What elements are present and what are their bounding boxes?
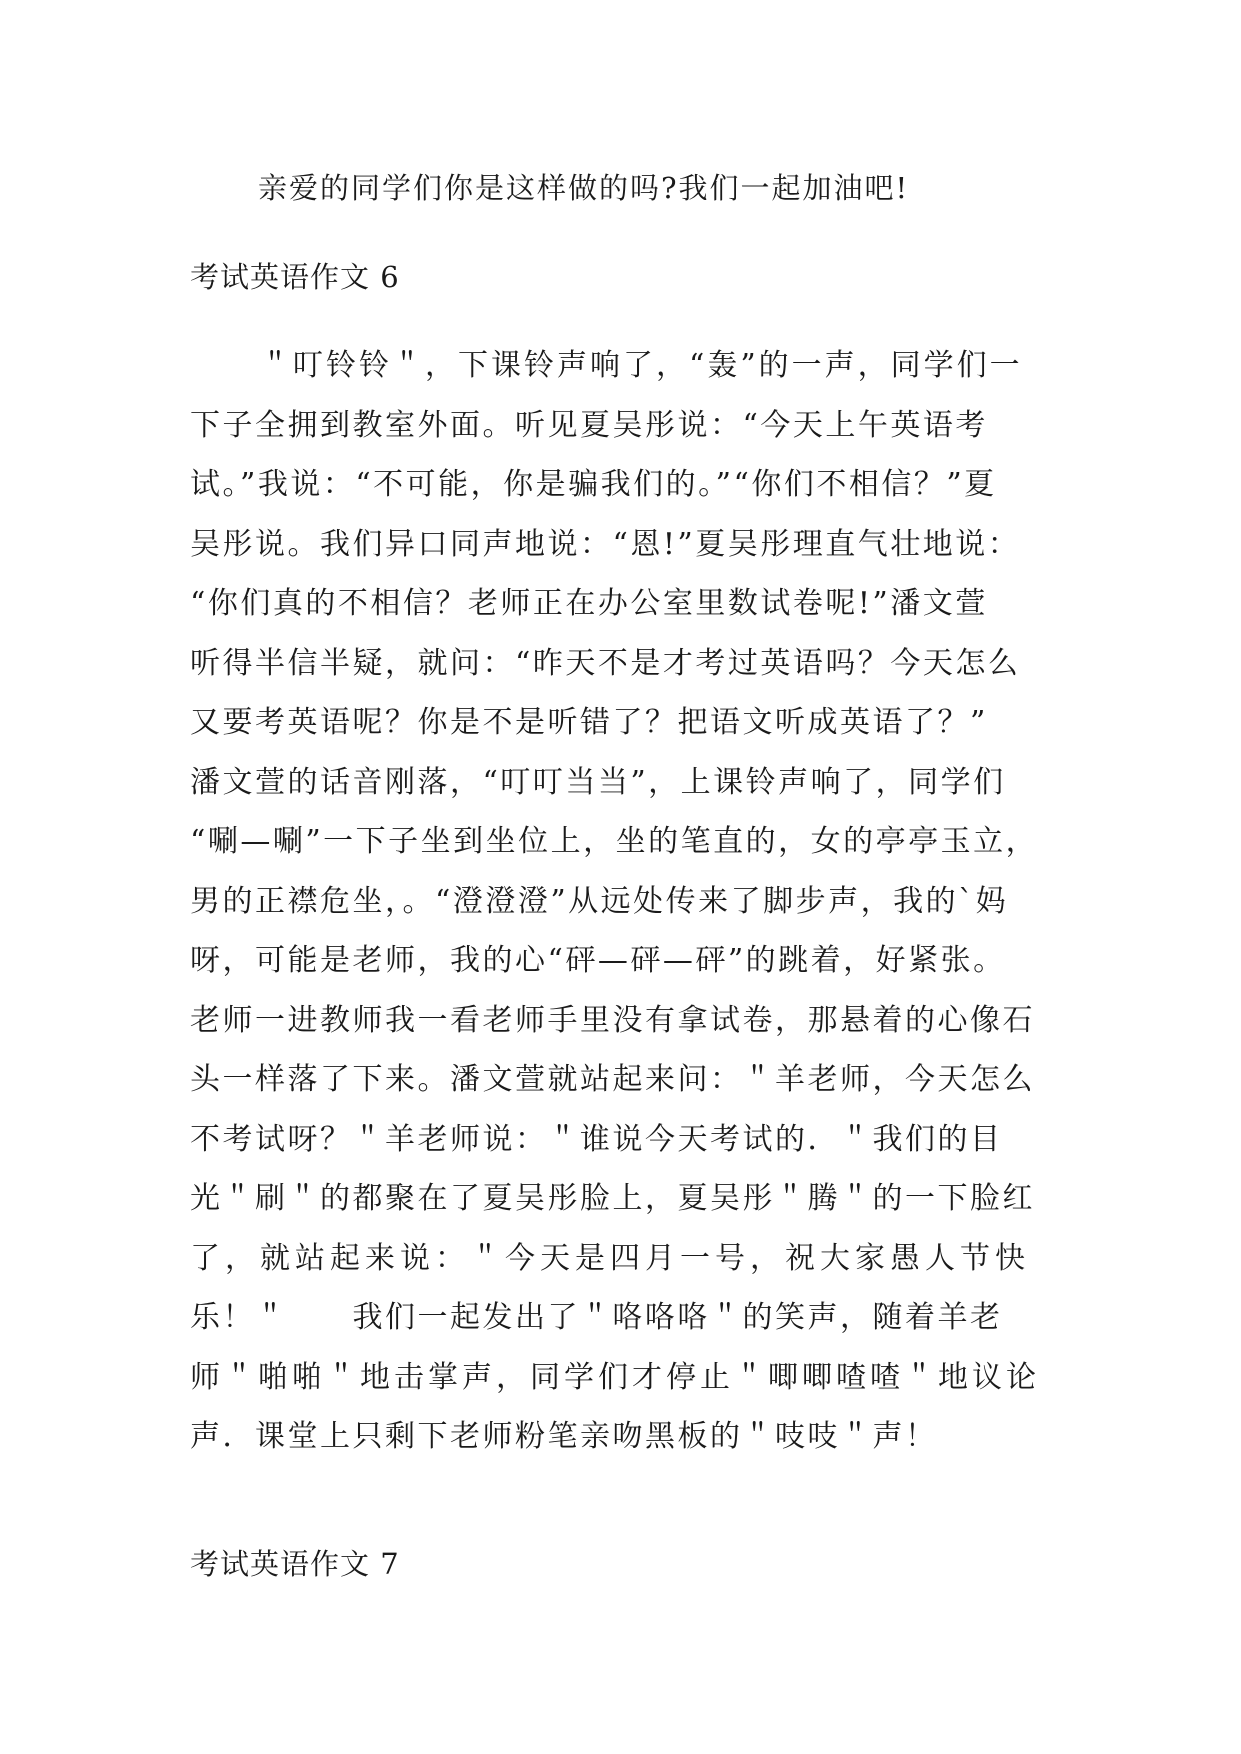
essay-line: 又要考英语呢？你是不是听错了？把语文听成英语了？”	[190, 705, 988, 740]
essay-line: “唰—唰”一下子坐到坐位上，坐的笔直的，女的亭亭玉立，	[190, 824, 1039, 859]
essay-line: 了，就站起来说：＂今天是四月一号，祝大家愚人节快	[190, 1240, 1030, 1276]
section-heading-7: 考试英语作文 7	[190, 1547, 400, 1581]
essay-line: 男的正襟危坐，。“澄澄澄”从远处传来了脚步声，我的`妈	[190, 883, 1009, 919]
essay-line: 不考试呀？＂羊老师说：＂谁说今天考试的．＂我们的目	[190, 1121, 1003, 1157]
essay-line: “你们真的不相信？老师正在办公室里数试卷呢!”潘文萱	[190, 586, 988, 621]
closing-line: 亲爱的同学们你是这样做的吗?我们一起加油吧!	[258, 171, 910, 205]
essay-line: 潘文萱的话音刚落，“叮叮当当”，上课铃声响了，同学们	[190, 764, 1006, 800]
essay-body	[190, 336, 1060, 1467]
essay-line: 呀，可能是老师，我的心“砰—砰—砰”的跳着，好紧张。	[190, 943, 1006, 978]
essay-line: 试。”我说：“不可能，你是骗我们的。”“你们不相信？”夏	[190, 467, 997, 502]
essay-line: 光＂刷＂的都聚在了夏吴彤脸上，夏吴彤＂腾＂的一下脸红	[190, 1181, 1035, 1216]
essay-line: 声．课堂上只剩下老师粉笔亲吻黑板的＂吱吱＂声！	[190, 1419, 938, 1454]
section-heading-6: 考试英语作文 6	[190, 260, 400, 294]
essay-line: 乐！＂ 我们一起发出了＂咯咯咯＂的笑声，随着羊老	[190, 1300, 1003, 1335]
essay-line: 下子全拥到教室外面。听见夏吴彤说：“今天上午英语考	[190, 407, 988, 443]
essay-line: ＂叮铃铃＂，下课铃声响了，“轰”的一声，同学们一	[260, 348, 1023, 383]
essay-line: 师＂啪啪＂地击掌声，同学们才停止＂唧唧喳喳＂地议论	[190, 1359, 1040, 1395]
essay-line: 头一样落了下来。潘文萱就站起来问：＂羊老师，今天怎么	[190, 1062, 1035, 1097]
essay-line: 听得半信半疑，就问：“昨天不是才考过英语吗？今天怎么	[190, 645, 1021, 681]
essay-line: 吴彤说。我们异口同声地说：“恩!”夏吴彤理直气壮地说：	[190, 526, 1021, 562]
essay-line: 老师一进教师我一看老师手里没有拿试卷，那悬着的心像石	[190, 1002, 1035, 1038]
